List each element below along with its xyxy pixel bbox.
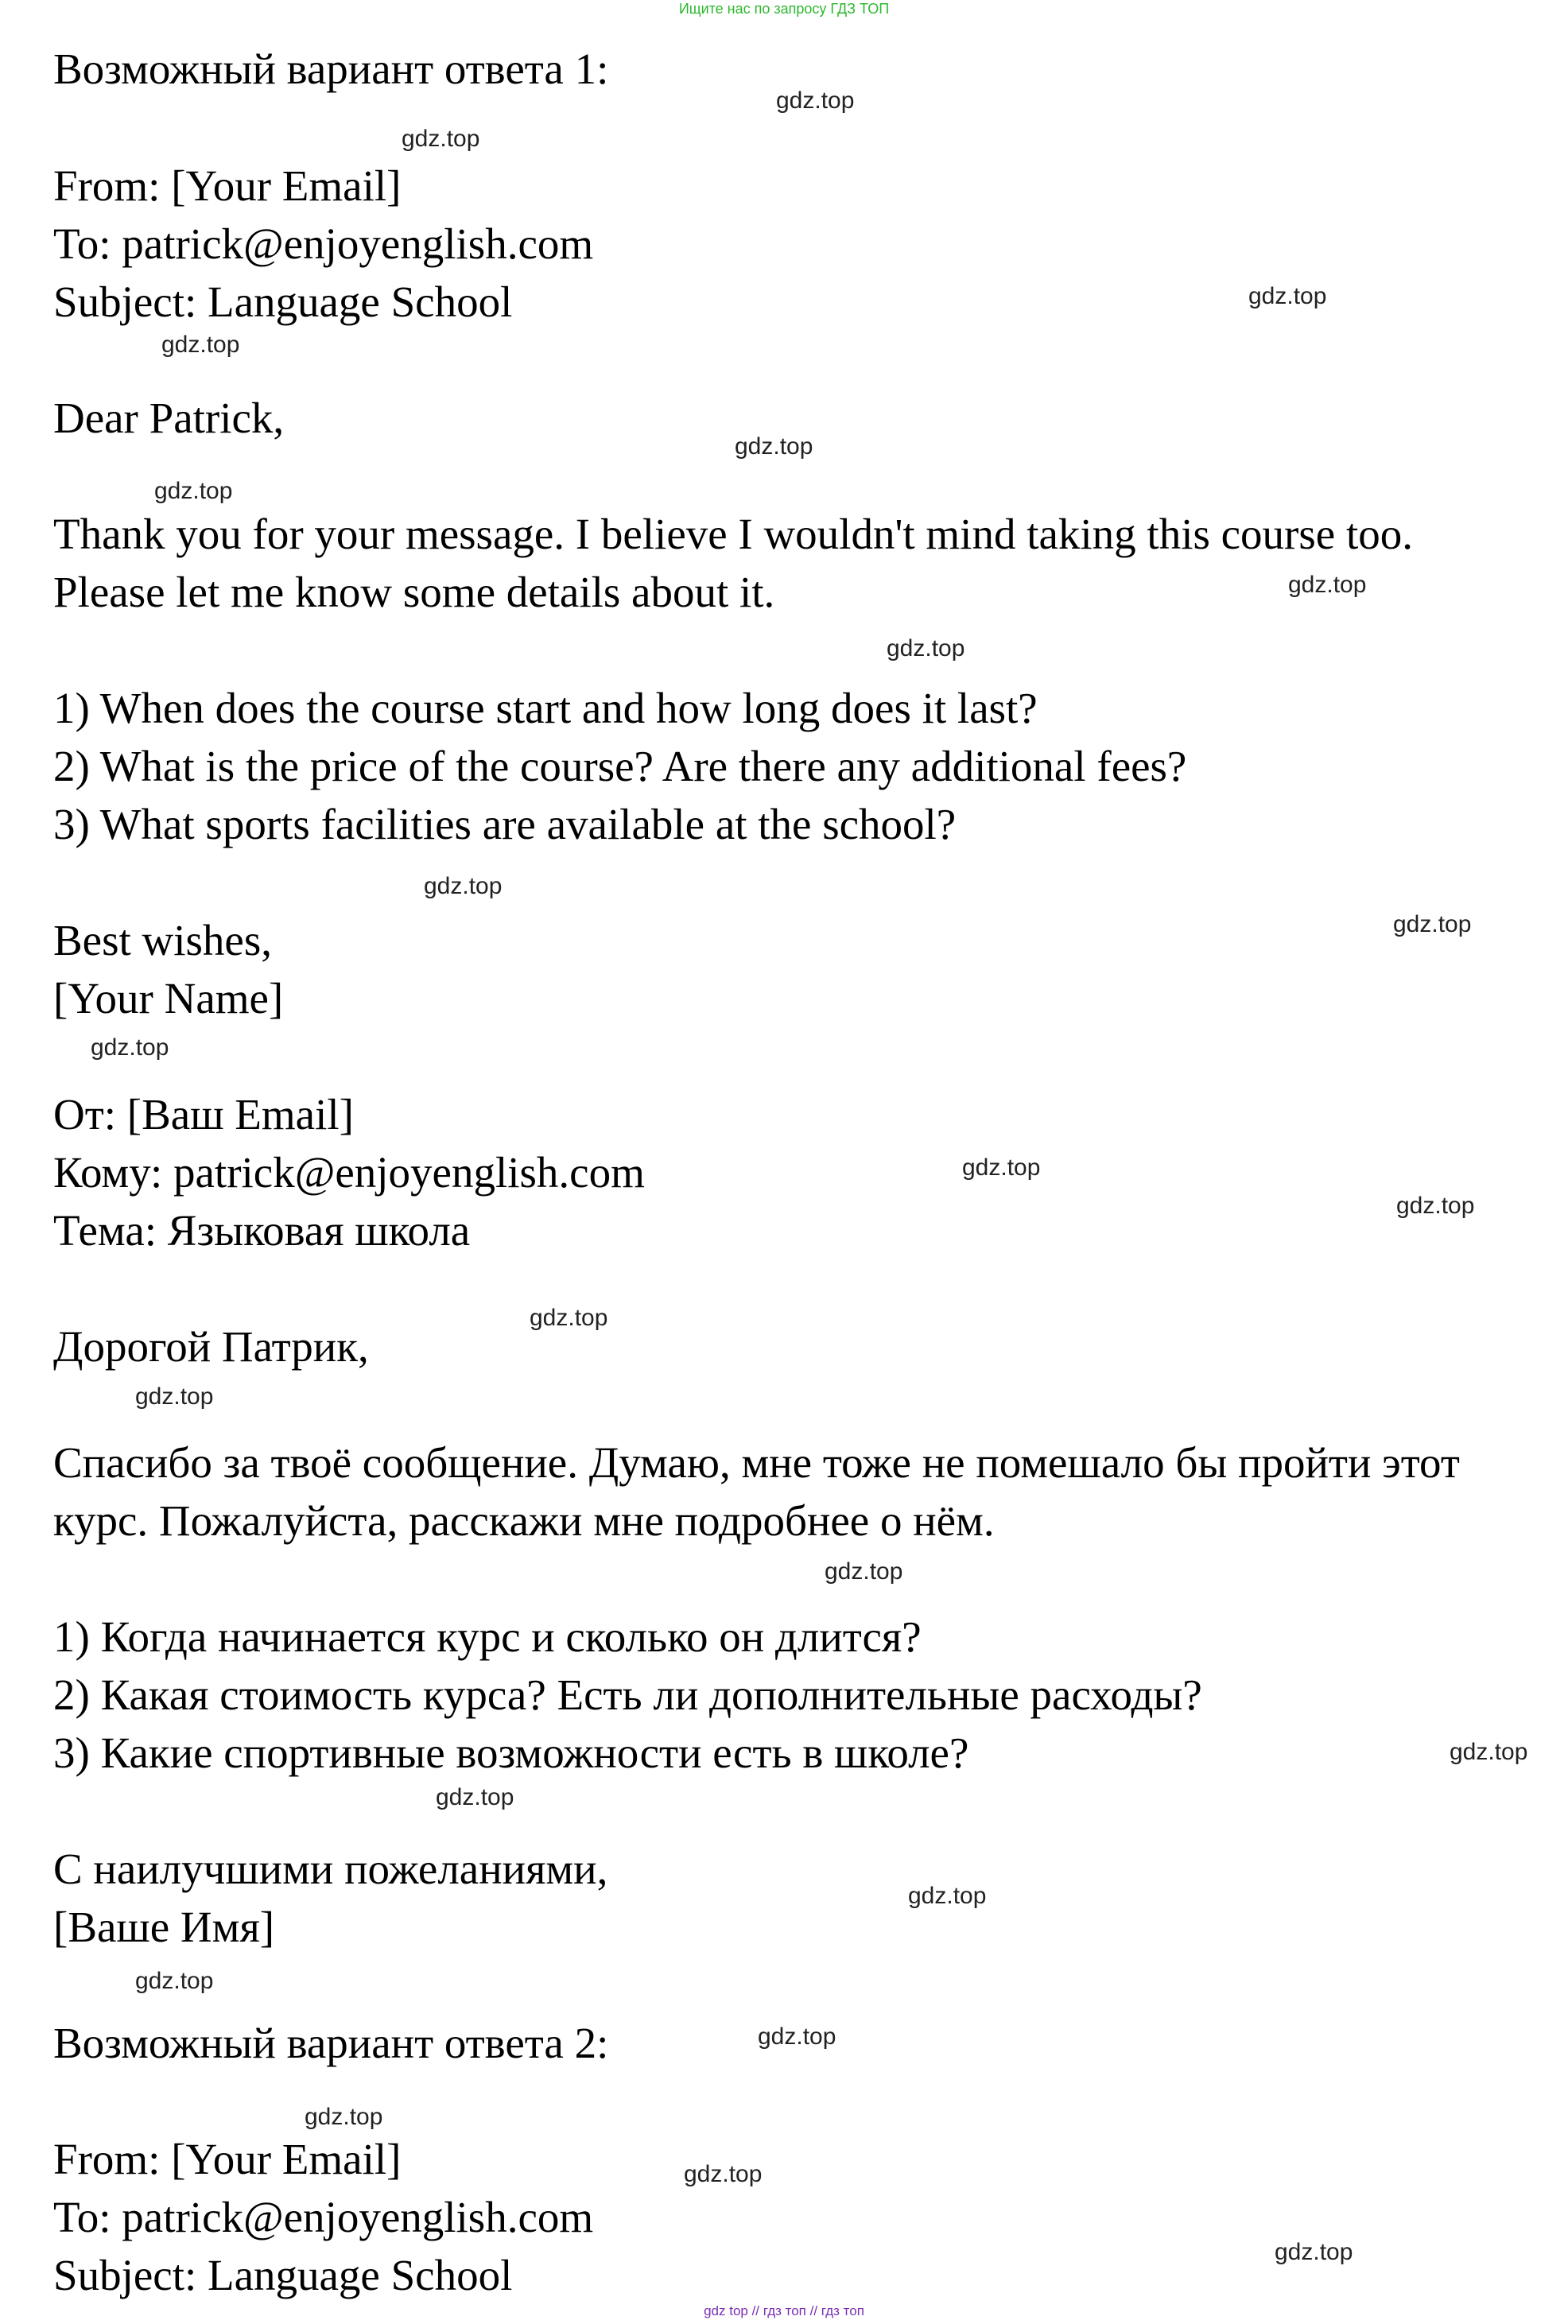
answer-2-heading: Возможный вариант ответа 2: (53, 2019, 609, 2067)
watermark: gdz.top (908, 1883, 987, 1909)
translation-1-question-1: 1) Когда начинается курс и сколько он длится? (53, 1612, 922, 1661)
translation-1-subject: Тема: Языковая школа (53, 1206, 471, 1255)
watermark: gdz.top (776, 87, 855, 114)
email-1-question-3: 3) What sports facilities are available at the school? (53, 800, 957, 848)
watermark: gdz.top (1248, 283, 1327, 309)
email-1-to: To: patrick@enjoyenglish.com (53, 219, 594, 268)
watermark: gdz.top (735, 433, 813, 460)
translation-1-question-2: 2) Какая стоимость курса? Есть ли дополнительные расходы? (53, 1670, 1202, 1719)
watermark: gdz.top (530, 1305, 608, 1331)
watermark: gdz.top (962, 1154, 1041, 1181)
email-1-from: From: [Your Email] (53, 161, 402, 210)
translation-1-body-line-1: Спасибо за твоё сообщение. Думаю, мне тоже не помешало бы пройти этот (53, 1438, 1460, 1487)
email-1-closing: Best wishes, (53, 916, 272, 964)
email-1-greeting: Dear Patrick, (53, 394, 285, 442)
watermark: gdz.top (424, 873, 503, 899)
translation-1-from: От: [Ваш Email] (53, 1090, 354, 1139)
email-1-body-line-2: Please let me know some details about it. (53, 568, 775, 616)
answer-1-heading: Возможный вариант ответа 1: (53, 45, 609, 93)
watermark: gdz.top (305, 2104, 383, 2130)
translation-1-to: Кому: patrick@enjoyenglish.com (53, 1148, 645, 1197)
watermark: gdz.top (1275, 2239, 1353, 2265)
watermark: gdz.top (402, 126, 480, 152)
watermark: gdz.top (1393, 911, 1472, 937)
watermark: gdz.top (154, 478, 233, 504)
watermark: gdz.top (825, 1558, 903, 1585)
watermark: gdz.top (1288, 572, 1367, 598)
email-1-subject: Subject: Language School (53, 277, 513, 326)
email-2-subject: Subject: Language School (53, 2251, 513, 2299)
translation-1-signature: [Ваше Имя] (53, 1903, 275, 1951)
translation-1-closing: С наилучшими пожеланиями, (53, 1845, 608, 1893)
watermark: gdz.top (436, 1784, 514, 1810)
translation-1-question-3: 3) Какие спортивные возможности есть в школе? (53, 1728, 969, 1777)
email-1-question-1: 1) When does the course start and how long does it last? (53, 684, 1038, 732)
email-1-body-line-1: Thank you for your message. I believe I wouldn't mind taking this course too. (53, 510, 1413, 558)
email-1-question-2: 2) What is the price of the course? Are there any additional fees? (53, 742, 1187, 790)
watermark: gdz.top (1450, 1739, 1528, 1765)
watermark: gdz.top (161, 332, 240, 358)
translation-1-body-line-2: курс. Пожалуйста, расскажи мне подробнее о нём. (53, 1496, 995, 1545)
email-2-from: From: [Your Email] (53, 2135, 402, 2183)
watermark: gdz.top (758, 2023, 836, 2050)
email-1-signature: [Your Name] (53, 974, 284, 1022)
watermark: gdz.top (135, 1968, 214, 1994)
top-banner[interactable]: Ищите нас по запросу ГДЗ ТОП (678, 1, 890, 17)
watermark: gdz.top (887, 635, 965, 662)
email-2-to: To: patrick@enjoyenglish.com (53, 2193, 594, 2241)
bottom-banner[interactable]: gdz top // гдз топ // гдз топ (704, 2303, 864, 2318)
watermark: gdz.top (1396, 1193, 1475, 1219)
watermark: gdz.top (684, 2161, 763, 2187)
watermark: gdz.top (135, 1383, 214, 1410)
watermark: gdz.top (91, 1034, 169, 1061)
translation-1-greeting: Дорогой Патрик, (53, 1322, 369, 1371)
